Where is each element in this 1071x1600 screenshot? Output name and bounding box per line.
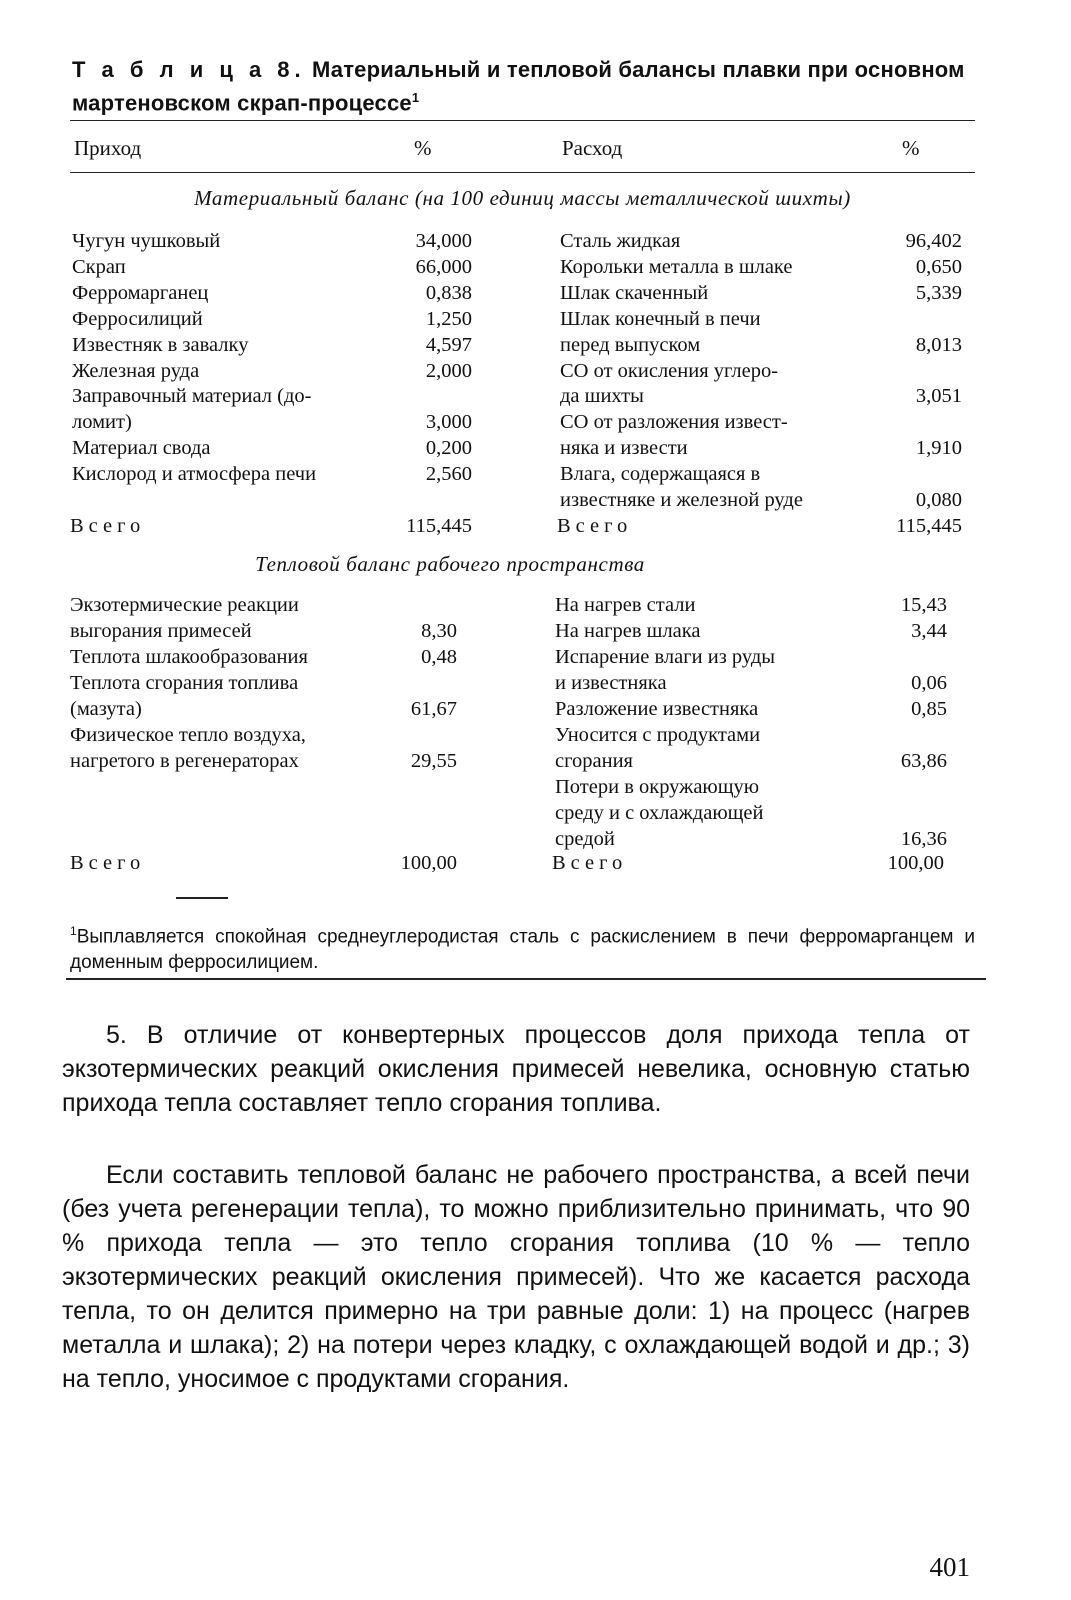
- header-bottom-rule: [70, 172, 975, 173]
- material-expense-row-value: 5,339: [915, 281, 962, 304]
- footnote: [70, 918, 975, 976]
- material-total-expense: 115,445: [896, 515, 962, 537]
- table-footnote-mark: 1: [411, 90, 420, 105]
- material-income-row-value: 66,000: [415, 255, 472, 278]
- heat-expense-row-label: Уносится с продуктами: [555, 724, 761, 746]
- material-expense-row-value: 8,013: [915, 333, 962, 356]
- heat-expense-row-label: На нагрев шлака: [555, 620, 701, 642]
- heat-expense-row-label: На нагрев стали: [555, 594, 696, 616]
- material-income-row-label: Железная руда: [72, 359, 200, 382]
- header-income-pct: %: [414, 136, 432, 160]
- material-expense-row-label: CO от окисления углеро-: [560, 359, 779, 382]
- table-bottom-rule: [66, 978, 986, 980]
- heat-expense-row-label: Испарение влаги из руды: [555, 646, 776, 668]
- material-expense-row-label: Влага, содержащаяся в: [560, 463, 761, 486]
- heat-expense-row-value: 15,43: [900, 594, 947, 616]
- material-expense-row-value: 1,910: [915, 437, 962, 460]
- heat-expense-row-value: 0,85: [911, 698, 947, 720]
- material-total-expense-label: Всего: [557, 515, 633, 537]
- heat-expense-row-value: 16,36: [900, 828, 947, 850]
- paragraph-1: 5. В отличие от конвертерных процессов доля прихода тепла от экзотермических реакций окисления примесей невелика, основную статью прихода тепла составляет тепло сгорания топлива.: [62, 1021, 970, 1117]
- material-total-income: 115,445: [406, 515, 472, 537]
- material-income-row-value: 2,560: [425, 463, 472, 486]
- heat-expense-row-label: средой: [555, 828, 615, 850]
- material-expense-row-label: Шлак конечный в печи: [560, 307, 761, 330]
- footnote-text: Выплавляется спокойная среднеуглеродистая сталь с раскислением в печи ферромарганцем и доменным ферросилицием.: [70, 926, 975, 974]
- header-expense: Расход: [562, 136, 623, 160]
- material-income-row-label: Заправочный материал (до-: [72, 385, 312, 408]
- heat-expense-row-value: 63,86: [900, 750, 947, 772]
- heat-total-income: 100,00: [400, 852, 457, 874]
- footnote-mark: 1: [70, 924, 77, 938]
- page-number: 401: [929, 1552, 970, 1582]
- footnote-rule: [176, 897, 228, 899]
- heat-section-title: Тепловой баланс рабочего пространства: [255, 552, 645, 576]
- material-income-row-value: 4,597: [425, 333, 472, 356]
- heat-expense-row-value: 0,06: [911, 672, 947, 694]
- material-expense-row-label: няка и извести: [560, 437, 688, 460]
- table-title: Материальный и тепловой балансы плавки при основном мартеновском скрап-процессе: [72, 57, 965, 116]
- material-expense-row-label: Шлак скаченный: [560, 281, 709, 304]
- material-expense-row-value: 96,402: [905, 230, 962, 252]
- material-expense-row-label: CO от разложения извест-: [560, 411, 788, 434]
- heat-income-row-value: 61,67: [410, 698, 457, 720]
- material-income-row-label: Скрап: [72, 255, 126, 278]
- heat-income-row-value: 29,55: [410, 750, 457, 772]
- material-income-row-value: 34,000: [415, 230, 472, 252]
- heat-total-expense-label: Всего: [552, 852, 628, 874]
- table-label: Т а б л и ц а 8.: [72, 57, 306, 82]
- heat-total-label: Всего: [70, 852, 146, 874]
- paragraph-2: Если составить тепловой баланс не рабочего пространства, а всей печи (без учета регенерации тепла), то можно приблизительно принимать, что 90 % прихода тепла — это тепло сгорания топлива (10 % — тепло экзотермических реакций окисления примесей). Что же касается расхода тепла, то он делится примерно на три равные доли: 1) на процесс (нагрев металла и шлака); 2) на потери через кладку, с охлаждающей водой и др.; 3) на тепло, уносимое с продуктами сгорания.: [62, 1161, 970, 1393]
- material-income-row-label: Чугун чушковый: [72, 230, 221, 252]
- header-income: Приход: [74, 136, 142, 160]
- table-top-rule: [70, 120, 975, 121]
- material-expense-row-value: 3,051: [915, 385, 962, 408]
- table-caption: [72, 56, 972, 117]
- material-income-row-value: 0,838: [425, 281, 472, 304]
- material-income-row-value: 3,000: [425, 411, 472, 434]
- heat-income-row-label: Экзотермические реакции: [70, 594, 299, 616]
- heat-expense-row-label: Потери в окружающую: [555, 776, 760, 798]
- material-income-row-value: 1,250: [425, 307, 472, 330]
- material-income-row-label: Материал свода: [72, 437, 211, 460]
- heat-income-row-label: (мазута): [70, 698, 142, 720]
- material-total-label: Всего: [70, 515, 146, 537]
- material-income-row-value: 0,200: [425, 437, 472, 460]
- material-expense-row-value: 0,650: [915, 255, 962, 278]
- heat-income-row-value: 0,48: [421, 646, 457, 668]
- heat-expense-row-label: среду и с охлаждающей: [555, 802, 764, 824]
- material-income-row-label: ломит): [72, 411, 132, 434]
- material-expense-row-label: перед выпуском: [560, 333, 701, 356]
- heat-expense-row-value: 3,44: [911, 620, 947, 642]
- material-income-row-label: Ферромарганец: [72, 281, 209, 304]
- material-income-row-label: Ферросилиций: [72, 307, 203, 330]
- heat-income-row-label: нагретого в регенераторах: [70, 750, 299, 772]
- material-expense-row-label: известняке и железной руде: [560, 489, 803, 511]
- heat-expense-row-label: Разложение известняка: [555, 698, 759, 720]
- material-expense-row-label: Корольки металла в шлаке: [560, 255, 793, 278]
- heat-total-expense: 100,00: [887, 852, 944, 874]
- material-income-row-label: Кислород и атмосфера печи: [72, 463, 317, 486]
- material-section-title: Материальный баланс (на 100 единиц массы металлической шихты): [194, 186, 851, 210]
- material-income-row-value: 2,000: [425, 359, 472, 382]
- material-expense-row-label: Сталь жидкая: [560, 230, 681, 252]
- heat-income-row-label: Физическое тепло воздуха,: [70, 724, 306, 746]
- heat-expense-row-label: сгорания: [555, 750, 633, 772]
- header-expense-pct: %: [902, 136, 920, 160]
- material-expense-row-value: 0,080: [915, 489, 962, 511]
- heat-expense-row-label: и известняка: [555, 672, 667, 694]
- heat-income-row-value: 8,30: [421, 620, 457, 642]
- material-income-row-label: Известняк в завалку: [72, 333, 249, 356]
- heat-income-row-label: выгорания примесей: [70, 620, 252, 642]
- heat-income-row-label: Теплота сгорания топлива: [70, 672, 299, 694]
- material-expense-row-label: да шихты: [560, 385, 644, 408]
- heat-income-row-label: Теплота шлакообразования: [70, 646, 308, 668]
